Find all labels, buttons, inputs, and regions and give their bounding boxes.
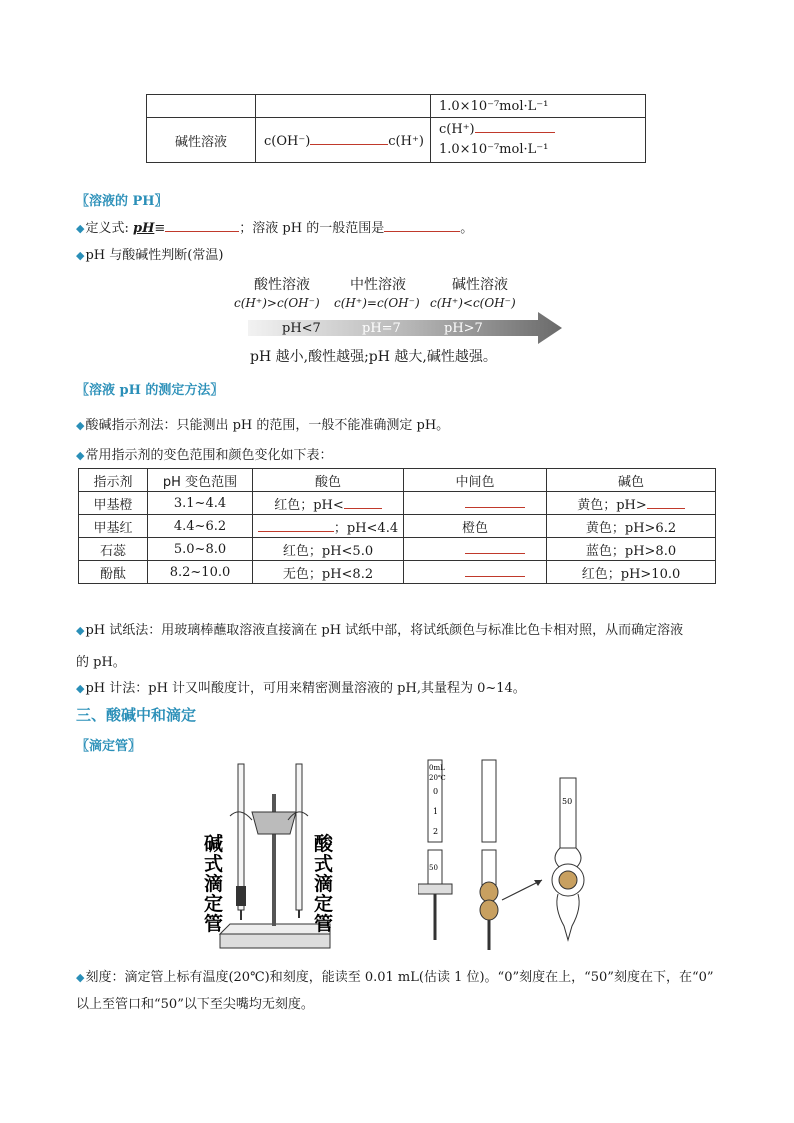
- cell-text: 1.0×10⁻⁷mol·L⁻¹: [439, 142, 549, 157]
- section-title-measure: 〖溶液 pH 的测定方法〗: [76, 383, 224, 398]
- table-row: [79, 492, 716, 515]
- tick-label: 50: [562, 797, 573, 806]
- fill-blank[interactable]: [475, 120, 555, 133]
- cell-text: 红色；pH<: [274, 497, 344, 513]
- table-cell: [404, 492, 547, 515]
- text: 刻度：滴定管上标有温度(20℃)和刻度，能读至 0.01 mL(估读 1 位)。“0”刻度在上，“50”刻度在下，在“0”: [85, 970, 714, 985]
- table-cell: [253, 492, 404, 515]
- table-cell: [431, 118, 646, 163]
- table-row: [79, 561, 716, 584]
- tick-label: 1: [433, 807, 439, 816]
- table-cell: 4.4~6.2: [148, 515, 253, 538]
- cell-text: ；pH<4.4: [333, 520, 399, 536]
- diamond-icon: ◆: [76, 222, 85, 235]
- burette-clamp: [252, 812, 296, 834]
- table-cell: 橙色: [404, 515, 547, 538]
- label-basic: 碱性溶液: [452, 277, 508, 293]
- base-burette-bottom: [482, 850, 496, 886]
- rubber-tube: [236, 886, 246, 906]
- column-header: 碱色: [547, 469, 716, 492]
- cond-neutral: c(H⁺)=c(OH⁻): [334, 296, 420, 310]
- left-burette-label: 碱式滴定管: [204, 833, 224, 935]
- table-cell: 红色；pH>10.0: [547, 561, 716, 584]
- diamond-icon: ◆: [76, 249, 85, 262]
- tick-label: 2: [433, 827, 439, 836]
- ph-figure: [232, 272, 564, 368]
- right-burette-label: 酸式滴定管: [314, 833, 334, 935]
- indicator-method: [76, 414, 449, 433]
- temp-label: 20℃: [429, 774, 446, 782]
- fill-blank[interactable]: [258, 519, 334, 532]
- table-cell: 8.2~10.0: [148, 561, 253, 584]
- cond-basic: c(H⁺)<c(OH⁻): [430, 296, 516, 310]
- table-intro: [76, 444, 332, 463]
- stand-base: [220, 934, 330, 948]
- burette-stand-figure: [196, 758, 344, 954]
- table-cell: [547, 492, 716, 515]
- text: ≡: [154, 221, 166, 236]
- column-header: 中间色: [404, 469, 547, 492]
- table-cell: 无色；pH<8.2: [253, 561, 404, 584]
- ph-definition: [76, 217, 473, 236]
- ph-judge-line: [76, 244, 223, 263]
- burette-detail-figure: [418, 758, 592, 954]
- cell-text: 碱性溶液: [174, 134, 227, 150]
- tick-label: 50: [429, 864, 438, 872]
- text: ；溶液 pH 的一般范围是: [239, 221, 385, 236]
- text: 。: [460, 221, 474, 236]
- cell-text: 1.0×10⁻⁷mol·L⁻¹: [439, 98, 549, 114]
- diamond-icon: ◆: [76, 682, 85, 695]
- right-burette: [296, 764, 302, 910]
- scale-line2: 以上至管口和“50”以下至尖嘴均无刻度。: [76, 997, 314, 1012]
- diamond-icon: ◆: [76, 971, 85, 984]
- indicator-table: [78, 468, 716, 584]
- text: pH 与酸碱性判断(常温): [85, 248, 224, 263]
- rubber-bulb: [480, 900, 498, 920]
- ph-symbol: pH: [132, 221, 155, 236]
- table-header-row: [79, 469, 716, 492]
- text: 常用指示剂的变色范围和颜色变化如下表：: [85, 448, 333, 463]
- fill-blank[interactable]: [384, 219, 460, 232]
- text: 定义式:: [85, 221, 133, 236]
- paper-method-line2: 的 pH。: [76, 655, 126, 670]
- ph-caption: pH 越小,酸性越强;pH 越大,碱性越强。: [250, 349, 497, 365]
- base-burette-top: [482, 760, 496, 842]
- unit-label: 0mL: [429, 764, 445, 772]
- stopcock: [418, 884, 452, 894]
- text: pH 计法：pH 计又叫酸度计，可用来精密测量溶液的 pH,其量程为 0~14。: [85, 681, 526, 696]
- fill-blank[interactable]: [465, 495, 525, 508]
- arrow-label: pH=7: [362, 321, 401, 336]
- cell-text: c(OH⁻): [264, 133, 311, 149]
- diamond-icon: ◆: [76, 449, 85, 462]
- cell-text: 黄色；pH>: [577, 497, 647, 513]
- paper-method-line1: [76, 619, 683, 638]
- arrow-label: pH<7: [282, 321, 321, 336]
- zoom-burette: [560, 778, 576, 848]
- diamond-icon: ◆: [76, 624, 85, 637]
- glass-bead: [559, 871, 577, 889]
- table-cell: 黄色；pH>6.2: [547, 515, 716, 538]
- fill-blank[interactable]: [344, 496, 382, 509]
- section-three-title: 三、酸碱中和滴定: [76, 706, 197, 724]
- table-row: [147, 118, 646, 163]
- rubber-bulb: [480, 882, 498, 902]
- table-row: [79, 538, 716, 561]
- diamond-icon: ◆: [76, 419, 85, 432]
- cond-acidic: c(H⁺)>c(OH⁻): [234, 296, 320, 310]
- section-title-burette: 〖滴定管〗: [76, 739, 142, 754]
- fill-blank[interactable]: [647, 496, 685, 509]
- section-title-ph: 〖溶液的 PH〗: [76, 194, 168, 209]
- arrow-label: pH>7: [444, 321, 483, 336]
- column-header: 指示剂: [79, 469, 148, 492]
- table-cell: 蓝色；pH>8.0: [547, 538, 716, 561]
- table-cell: [256, 95, 431, 118]
- table-cell: [253, 515, 404, 538]
- table-cell: 5.0~8.0: [148, 538, 253, 561]
- text: pH 试纸法：用玻璃棒蘸取溶液直接滴在 pH 试纸中部，将试纸颜色与标准比色卡相对照，从而确定溶液: [85, 623, 684, 638]
- table-cell: 3.1~4.4: [148, 492, 253, 515]
- cell-text: c(H⁺): [388, 133, 424, 149]
- fill-blank[interactable]: [465, 541, 525, 554]
- text: 酸碱指示剂法：只能测出 pH 的范围，一般不能准确测定 pH。: [85, 418, 450, 433]
- table-cell: [404, 561, 547, 584]
- fill-blank[interactable]: [310, 132, 388, 145]
- cell-text: c(H⁺): [439, 122, 475, 137]
- table-cell: [147, 95, 256, 118]
- table-cell: 甲基红: [79, 515, 148, 538]
- table-row: [79, 515, 716, 538]
- label-acidic: 酸性溶液: [254, 277, 310, 293]
- scale-line1: [76, 966, 714, 985]
- table-row: [147, 95, 646, 118]
- top-table: [146, 94, 646, 163]
- table-cell: [431, 95, 646, 118]
- fill-blank[interactable]: [165, 219, 239, 232]
- table-cell: 石蕊: [79, 538, 148, 561]
- meter-method: [76, 677, 526, 696]
- table-cell: 红色；pH<5.0: [253, 538, 404, 561]
- label-neutral: 中性溶液: [350, 277, 406, 293]
- table-cell: [256, 118, 431, 163]
- column-header: 酸色: [253, 469, 404, 492]
- tick-label: 0: [433, 787, 439, 796]
- zoom-tip: [557, 894, 579, 940]
- table-cell: [147, 118, 256, 163]
- fill-blank[interactable]: [465, 564, 525, 577]
- table-cell: 甲基橙: [79, 492, 148, 515]
- column-header: pH 变色范围: [148, 469, 253, 492]
- table-cell: [404, 538, 547, 561]
- table-cell: 酚酞: [79, 561, 148, 584]
